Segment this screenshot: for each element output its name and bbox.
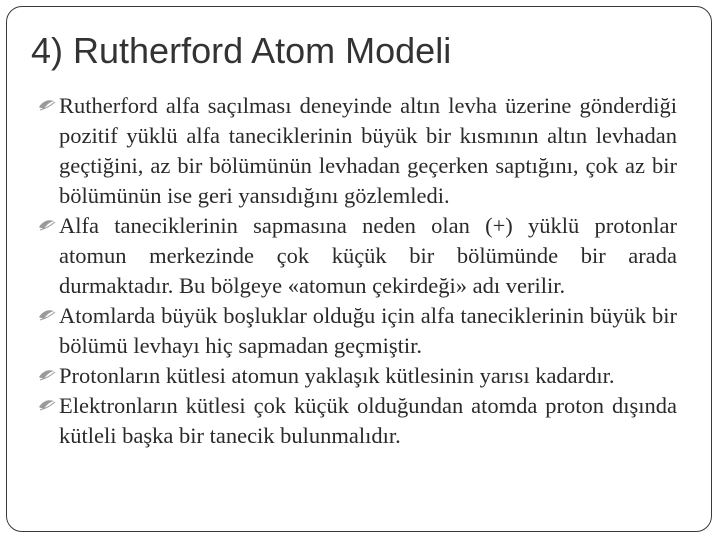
- bullet-item: [37, 91, 677, 211]
- flourish-bullet-icon: [37, 367, 57, 383]
- bullet-text: Atomlarda büyük boşluklar olduğu için alfa taneciklerinin büyük bir bölümü levhayı hiç sapmadan geçmiştir.: [59, 303, 677, 358]
- slide-frame: [6, 6, 712, 532]
- bullet-item: [37, 361, 677, 391]
- flourish-bullet-icon: [37, 217, 57, 233]
- slide-title: 4) Rutherford Atom Modeli: [31, 30, 452, 71]
- flourish-bullet-icon: [37, 397, 57, 413]
- bullet-text: Alfa taneciklerinin sapmasına neden olan (+) yüklü protonlar atomun merkezinde çok küçük bir bölümünde bir arada durmaktadır. Bu bölgeye «atomun çekirdeği» adı verilir.: [59, 213, 677, 298]
- flourish-bullet-icon: [37, 307, 57, 323]
- bullet-text: Elektronların kütlesi çok küçük olduğundan atomda proton dışında kütleli başka bir tanecik bulunmalıdır.: [59, 393, 677, 448]
- bullet-list: [37, 91, 677, 451]
- bullet-item: [37, 301, 677, 361]
- bullet-item: [37, 211, 677, 301]
- flourish-bullet-icon: [37, 97, 57, 113]
- bullet-item: [37, 391, 677, 451]
- bullet-text: Protonların kütlesi atomun yaklaşık kütlesinin yarısı kadardır.: [59, 363, 615, 388]
- bullet-text: Rutherford alfa saçılması deneyinde altın levha üzerine gönderdiği pozitif yüklü alfa taneciklerinin büyük bir kısmının altın levhadan geçtiğini, az bir bölümünün levhadan geçerken saptığını, çok az bir bölümünün ise geri yansıdığını gözlemledi.: [59, 93, 677, 208]
